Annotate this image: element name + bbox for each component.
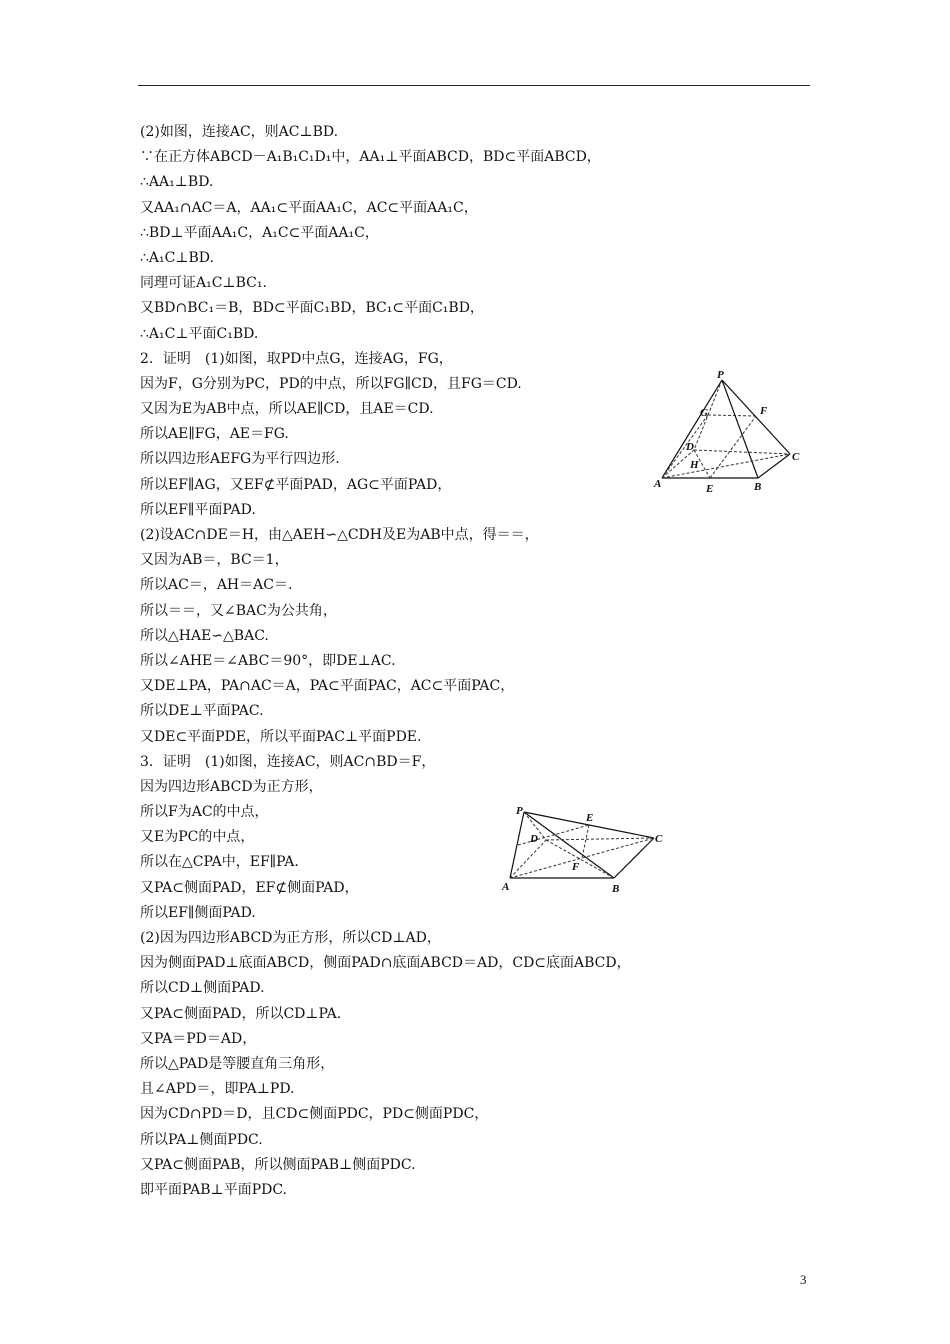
text-line: (2)设AC∩DE＝H，由△AEH∽△CDH及E为AB中点，得＝＝，	[140, 527, 539, 543]
label-F: F	[572, 861, 580, 873]
text-line: 因为四边形ABCD为正方形，	[140, 778, 323, 795]
text-line: ∴A₁C⊥平面C₁BD.	[140, 325, 259, 342]
text-line: 所以EF∥平面PAD.	[140, 501, 256, 518]
text-line: 因为CD∩PD＝D，且CD⊂侧面PDC，PD⊂侧面PDC，	[140, 1106, 489, 1123]
text-line: 3．证明 (1)如图，连接AC，则AC∩BD＝F，	[140, 753, 436, 770]
label-F: F	[760, 405, 768, 417]
text-line: 所以四边形AEFG为平行四边形.	[140, 451, 340, 468]
text-line: ∵在正方体ABCD－A₁B₁C₁D₁中，AA₁⊥平面ABCD，BD⊂平面ABCD，	[140, 149, 601, 166]
text-line: 又DE⊥PA，PA∩AC＝A，PA⊂平面PAC，AC⊂平面PAC，	[140, 678, 515, 695]
text-line: ∴AA₁⊥BD.	[140, 174, 214, 191]
text-line: 所以∠AHE＝∠ABC＝90°，即DE⊥AC.	[140, 652, 396, 669]
label-D: D	[530, 833, 538, 845]
text-line: 所以△PAD是等腰直角三角形，	[140, 1055, 335, 1072]
label-D: D	[686, 441, 694, 453]
text-line: 又PA⊂侧面PAD，所以CD⊥PA.	[140, 1005, 342, 1022]
label-H: H	[690, 459, 699, 471]
text-line: 所以＝＝，又∠BAC为公共角，	[140, 602, 337, 619]
page-number: 3	[800, 1272, 807, 1287]
text-line: 2．证明 (1)如图，取PD中点G，连接AG，FG，	[140, 350, 453, 367]
text-line: 所以在△CPA中，EF∥PA.	[140, 854, 299, 871]
text-line: 又BD∩BC₁＝B，BD⊂平面C₁BD，BC₁⊂平面C₁BD，	[140, 300, 484, 317]
text-line: 所以EF∥AG，又EF⊄平面PAD，AG⊂平面PAD，	[140, 476, 452, 493]
text-line: 又PA⊂侧面PAB，所以侧面PAB⊥侧面PDC.	[140, 1156, 416, 1173]
text-line: 即平面PAB⊥平面PDC.	[140, 1181, 288, 1198]
text-line: (2)如图，连接AC，则AC⊥BD.	[140, 124, 339, 140]
label-B: B	[612, 883, 620, 895]
label-G: G	[700, 407, 708, 419]
text-line: 所以CD⊥侧面PAD.	[140, 980, 265, 997]
text-line: 又PA⊂侧面PAD，EF⊄侧面PAD，	[140, 879, 359, 896]
text-line: 同理可证A₁C⊥BC₁.	[140, 275, 267, 292]
text-line: 所以F为AC的中点，	[140, 804, 269, 821]
label-C: C	[792, 451, 800, 463]
label-C: C	[655, 833, 663, 845]
pyramid-diagram-2	[498, 800, 668, 896]
text-line: 所以DE⊥平面PAC.	[140, 703, 264, 720]
figure-pyramid-1	[650, 370, 810, 496]
text-line: 又因为AB＝，BC＝1，	[140, 552, 289, 569]
text-line: 又PA＝PD＝AD，	[140, 1030, 257, 1047]
header-rule	[138, 85, 810, 86]
label-A: A	[654, 478, 662, 490]
text-line: 因为侧面PAD⊥底面ABCD，侧面PAD∩底面ABCD＝AD，CD⊂底面ABCD，	[140, 955, 631, 972]
text-line: ∴A₁C⊥BD.	[140, 249, 214, 266]
text-line: 又DE⊂平面PDE，所以平面PAC⊥平面PDE.	[140, 728, 422, 745]
label-E: E	[586, 812, 594, 824]
label-P: P	[717, 370, 724, 381]
text-line: 所以AE∥FG，AE＝FG.	[140, 426, 289, 443]
text-line: 又因为E为AB中点，所以AE∥CD，且AE＝CD.	[140, 401, 434, 418]
label-E: E	[706, 483, 714, 495]
text-line: 所以AC＝，AH＝AC＝.	[140, 577, 293, 594]
text-line: 所以EF∥侧面PAD.	[140, 904, 256, 921]
text-line: ∴BD⊥平面AA₁C，A₁C⊂平面AA₁C，	[140, 224, 379, 241]
label-P: P	[516, 805, 523, 817]
text-line: 因为F，G分别为PC，PD的中点，所以FG∥CD，且FG＝CD.	[140, 375, 522, 392]
label-A: A	[502, 881, 510, 893]
text-line: 所以PA⊥侧面PDC.	[140, 1131, 263, 1148]
text-line: (2)因为四边形ABCD为正方形，所以CD⊥AD，	[140, 930, 441, 946]
text-line: 所以△HAE∽△BAC.	[140, 627, 269, 644]
label-B: B	[754, 481, 762, 493]
pyramid-diagram-1	[650, 370, 810, 496]
figure-pyramid-2	[498, 800, 668, 896]
solution-text	[140, 120, 800, 1203]
text-line: 又AA₁∩AC＝A，AA₁⊂平面AA₁C，AC⊂平面AA₁C，	[140, 199, 478, 216]
text-line: 又E为PC的中点，	[140, 829, 255, 846]
text-line: 且∠APD＝，即PA⊥PD.	[140, 1081, 295, 1098]
